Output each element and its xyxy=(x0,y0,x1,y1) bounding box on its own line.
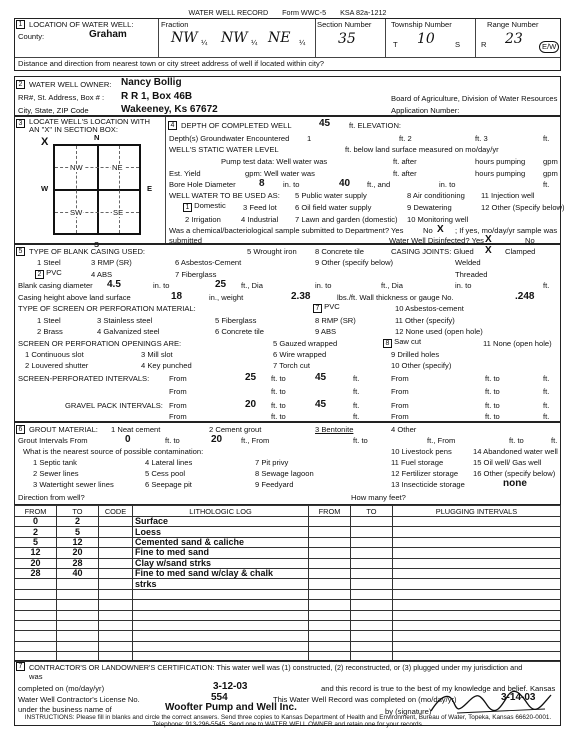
log-cell-litho[interactable]: Surface xyxy=(133,517,309,527)
log-cell-to[interactable] xyxy=(57,631,99,641)
log-cell-code[interactable] xyxy=(99,548,133,558)
log-cell-pto[interactable] xyxy=(351,600,393,610)
log-cell-pto[interactable] xyxy=(351,631,393,641)
log-cell-from[interactable]: 5 xyxy=(15,537,57,547)
section-number-label: Section Number xyxy=(317,20,372,29)
log-cell-code[interactable] xyxy=(99,537,133,547)
log-cell-from[interactable] xyxy=(15,631,57,641)
application-number-label: Application Number: xyxy=(391,106,460,115)
gravel-pack-from[interactable]: 20 xyxy=(245,399,257,410)
location-label: LOCATION OF WATER WELL: xyxy=(29,20,134,29)
log-cell-code[interactable] xyxy=(99,568,133,578)
grout-interval-to[interactable]: 20 xyxy=(211,434,223,445)
grout-intervals-label: Grout Intervals From xyxy=(18,436,88,445)
log-cell-pto[interactable] xyxy=(351,548,393,558)
bore-diameter[interactable]: 8 xyxy=(259,178,265,189)
log-cell-pto[interactable] xyxy=(351,620,393,630)
grout-interval-from[interactable]: 0 xyxy=(125,434,131,445)
chemical-sample-no-mark[interactable]: X xyxy=(437,224,444,235)
casing-joints-label: CASING JOINTS: Glued xyxy=(391,247,474,256)
section-casing: 5 TYPE OF BLANK CASING USED: 5 Wrought iron 8 Concrete tile CASING JOINTS: Glued X Clamped 1 Steel 3 RMP (SR) 6 Asbestos-Cement 9 Other (specify below) Welded 2 PVC 4 ABS 7 Fiberglass Threaded Blank casing diameter 4.5 in. to 25 ft., Dia in. to ft., Dia in. to ft. Casing height above land surface 18 in., weight 2.38 lbs./ft. Wall thickness or gauge No. .248 TYPE OF SCREEN OR PERFORATION MATERIAL: 7 PVC 10 Asbestos-cement 1 Steel 3 Stainless steel 5 Fiberglass 8 RMP (SR) 11 Other (specify) 2 Brass 4 Galvanized steel 6 Concrete tile 9 ABS 12 None used (open hole) SCREEN OR PERFORATION OPENINGS ARE: 5 Gauzed wrapped 8 Saw cut 11 None (open hole) 1 Continuous slot 3 Mill slot 6 Wire wrapped 9 Drilled holes 2 Louvered shutter 4 Key punched 7 Torch cut 10 Other (specify) SCREEN-PERFORATED INTERVALS: From 25 ft. to 45 ft. From ft. to ft. From ft. to ft. From ft. to ft. GRAVEL PACK INTERVALS: From 20 ft. to 45 ft. From ft. to ft. From ft. to ft. From ft. to ft. xyxy=(14,244,561,422)
table-row xyxy=(15,610,561,620)
log-cell-plug[interactable] xyxy=(393,600,561,610)
log-cell-plug[interactable] xyxy=(393,537,561,547)
bore-label: Bore Hole Diameter xyxy=(169,180,236,189)
log-cell-from[interactable]: 28 xyxy=(15,568,57,578)
log-cell-from[interactable]: 12 xyxy=(15,548,57,558)
use-label: WELL WATER TO BE USED AS: xyxy=(169,191,280,200)
township-label: Township Number xyxy=(391,20,452,29)
casing-height[interactable]: 18 xyxy=(171,291,183,302)
section-certification: 7 CONTRACTOR'S OR LANDOWNER'S CERTIFICATION: This water well was (1) constructed, (2) reconstructed, or (3) plugged under my jurisdiction and was completed on (mo/day/yr) 3-12-03 and this record is true to the best of my knowledge and belief. Kansas Water Well Contractor's License No. 554 This Water Well Record was completed on (mo/day/yr) 3-14-03 under the business name of Woofter Pump and Well Inc. by (signature) INSTRUCTIONS: Please fill in blanks and circle the correct answers. Send three copies to Kansas Department of Health and Environment, Bureau of Water, Topeka, Kansas 66620-0001. Telephone: 913-296-5545. Send one to WATER WELL OWNER and retain one for your records. xyxy=(14,660,561,726)
log-cell-pfrom[interactable] xyxy=(309,589,351,599)
casing-height-label: Casing height above land surface xyxy=(18,293,131,302)
log-cell-pto[interactable] xyxy=(351,517,393,527)
certification-text: CONTRACTOR'S OR LANDOWNER'S CERTIFICATION: This water well was (1) constructed, (2) reconstructed, or (3) plugged under my jurisdiction and xyxy=(29,663,523,672)
instructions: INSTRUCTIONS: Please fill in blanks and circle the correct answers. Send three copies to Kansas Department of Health and Environment, Bureau of Water, Topeka, Kansas 66620-0001. Telephone: 913-296-5545. Send one to WATER WELL OWNER and retain one for your records. xyxy=(24,714,552,728)
gravel-pack-to[interactable]: 45 xyxy=(315,399,327,410)
log-cell-litho[interactable] xyxy=(133,600,309,610)
log-cell-pfrom[interactable] xyxy=(309,641,351,651)
section-box-grid[interactable]: NW NE SW SE xyxy=(53,144,141,235)
groundwater-label: Depth(s) Groundwater Encountered xyxy=(169,134,290,143)
pump-test-label: Pump test data: Well water was xyxy=(221,157,328,166)
log-cell-pto[interactable] xyxy=(351,579,393,589)
log-cell-code[interactable] xyxy=(99,579,133,589)
col-from: FROM xyxy=(15,506,57,517)
log-cell-from[interactable] xyxy=(15,579,57,589)
log-cell-litho[interactable] xyxy=(133,589,309,599)
log-cell-plug[interactable] xyxy=(393,641,561,651)
col-plugging-intervals: PLUGGING INTERVALS xyxy=(393,506,561,517)
grout-bentonite-selected[interactable]: 3 Bentonite xyxy=(315,425,354,434)
completed-label: completed on (mo/day/yr) xyxy=(18,684,105,693)
section-number-value[interactable]: 35 xyxy=(338,31,356,47)
owner-city[interactable]: Wakeeney, Ks 67672 xyxy=(121,104,218,115)
log-cell-plug[interactable] xyxy=(393,568,561,578)
section-grout: 6 GROUT MATERIAL: 1 Neat cement 2 Cement grout 3 Bentonite 4 Other Grout Intervals From 0 ft. to 20 ft., From ft. to ft., From ft. to ft. What is the nearest source of possible contamination: 10 Livestock pens 14 Abandoned water well 1 Septic tank 4 Lateral lines 7 Pit privy 11 Fuel storage 15 Oil well/ Gas well 2 Sewer lines 5 Cess pool 8 Sewage lagoon 12 Fertilizer storage 16 Other (specify below) 3 Watertight sewer lines 6 Seepage pit 9 Feedyard 13 Insecticide storage none Direction from well? How many feet? xyxy=(14,422,561,505)
table-row xyxy=(15,537,561,547)
screen-interval-from[interactable]: 25 xyxy=(245,372,257,383)
board-label: Board of Agriculture, Division of Water Resources xyxy=(391,94,558,103)
casing-pvc-option[interactable]: 2 PVC xyxy=(35,269,62,279)
depth-value[interactable]: 45 xyxy=(319,118,331,129)
form-statute: KSA 82a-1212 xyxy=(340,8,387,17)
log-cell-pfrom[interactable] xyxy=(309,610,351,620)
log-cell-code[interactable] xyxy=(99,558,133,568)
log-cell-to[interactable]: 28 xyxy=(57,558,99,568)
log-cell-to[interactable]: 12 xyxy=(57,537,99,547)
log-cell-to[interactable] xyxy=(57,641,99,651)
log-cell-litho[interactable] xyxy=(133,641,309,651)
distance-label: Distance and direction from nearest town or city street address of well if located within city? xyxy=(18,59,324,68)
log-cell-from[interactable] xyxy=(15,641,57,651)
owner-address[interactable]: R R 1, Box 46B xyxy=(121,91,193,102)
log-cell-litho[interactable] xyxy=(133,631,309,641)
table-row xyxy=(15,527,561,537)
log-cell-code[interactable] xyxy=(99,641,133,651)
form-number: Form WWC-5 xyxy=(282,8,327,17)
chemical-sample-question: Was a chemical/bacteriological sample submitted to Department? Yes xyxy=(169,226,404,235)
log-cell-from[interactable]: 0 xyxy=(15,517,57,527)
table-row xyxy=(15,631,561,641)
owner-label: WATER WELL OWNER: xyxy=(29,80,112,89)
depth-label: DEPTH OF COMPLETED WELL xyxy=(181,121,292,130)
locate-label-1: LOCATE WELL'S LOCATION WITH xyxy=(29,117,150,126)
signature-scribble xyxy=(427,687,557,717)
log-cell-from[interactable]: 20 xyxy=(15,558,57,568)
log-cell-litho[interactable]: Loess xyxy=(133,527,309,537)
col-plug-from: FROM xyxy=(309,506,351,517)
table-row xyxy=(15,548,561,558)
log-cell-plug[interactable] xyxy=(393,610,561,620)
log-cell-code[interactable] xyxy=(99,589,133,599)
range-ew[interactable]: E/W xyxy=(539,41,559,53)
direction-label: Direction from well? xyxy=(18,493,85,502)
section-location: 1 LOCATION OF WATER WELL: County: Graham Fraction NW ¼ NW ¼ NE ¼ Section Number 35 Township Number T 10 S Range Number R 23 E/W Distance and direction from nearest town or city street address of well if located within city? xyxy=(14,18,561,71)
log-cell-pto[interactable] xyxy=(351,558,393,568)
log-cell-litho[interactable]: strks xyxy=(133,579,309,589)
log-cell-plug[interactable] xyxy=(393,631,561,641)
log-cell-pfrom[interactable] xyxy=(309,620,351,630)
openings-label: SCREEN OR PERFORATION OPENINGS ARE: xyxy=(18,339,182,348)
log-cell-plug[interactable] xyxy=(393,579,561,589)
log-cell-to[interactable]: 40 xyxy=(57,568,99,578)
log-cell-pfrom[interactable] xyxy=(309,527,351,537)
log-cell-to[interactable] xyxy=(57,600,99,610)
table-row xyxy=(15,620,561,630)
log-cell-from[interactable] xyxy=(15,589,57,599)
casing-glued-mark[interactable]: X xyxy=(485,245,492,256)
col-lithologic-log: LITHOLOGIC LOG xyxy=(133,506,309,517)
use-domestic-option[interactable]: 1 Domestic xyxy=(183,202,226,212)
table-row xyxy=(15,579,561,589)
completed-date[interactable]: 3-12-03 xyxy=(213,681,248,692)
screen-material-label: TYPE OF SCREEN OR PERFORATION MATERIAL: xyxy=(18,304,196,313)
log-cell-plug[interactable] xyxy=(393,558,561,568)
log-cell-litho[interactable]: Cemented sand & caliche xyxy=(133,537,309,547)
business-label: under the business name of xyxy=(18,705,112,714)
city-label: City, State, ZIP Code xyxy=(18,106,89,115)
contamination-question: What is the nearest source of possible contamination: xyxy=(23,447,204,456)
static-level-label: WELL'S STATIC WATER LEVEL xyxy=(169,145,279,154)
log-cell-litho[interactable]: Clay w/sand strks xyxy=(133,558,309,568)
table-row xyxy=(15,517,561,527)
address-label: RR#, St. Address, Box # : xyxy=(18,93,105,102)
log-cell-plug[interactable] xyxy=(393,548,561,558)
log-body xyxy=(15,517,561,662)
casing-diameter-label: Blank casing diameter xyxy=(18,281,93,290)
fraction-q3[interactable]: NE xyxy=(268,30,291,46)
log-cell-to[interactable] xyxy=(57,610,99,620)
log-cell-litho[interactable] xyxy=(133,610,309,620)
gravel-pack-label: GRAVEL PACK INTERVALS: xyxy=(65,401,163,410)
log-cell-code[interactable] xyxy=(99,620,133,630)
log-header-row xyxy=(15,506,561,517)
log-cell-pto[interactable] xyxy=(351,610,393,620)
log-cell-code[interactable] xyxy=(99,527,133,537)
log-cell-from[interactable]: 2 xyxy=(15,527,57,537)
table-row xyxy=(15,600,561,610)
log-cell-pfrom[interactable] xyxy=(309,558,351,568)
log-cell-from[interactable] xyxy=(15,610,57,620)
log-cell-litho[interactable]: Fine to med sand xyxy=(133,548,309,558)
section-owner: 2 WATER WELL OWNER: Nancy Bollig RR#, St. Address, Box # : R R 1, Box 46B City, State, ZIP Code Wakeeney, Ks 67672 Board of Agriculture, Division of Water Resources Application Number: xyxy=(14,76,561,116)
how-many-feet-label: How many feet? xyxy=(351,493,406,502)
owner-name[interactable]: Nancy Bollig xyxy=(121,77,182,88)
well-location-x[interactable]: X xyxy=(41,136,49,148)
table-row xyxy=(15,589,561,599)
log-cell-to[interactable] xyxy=(57,620,99,630)
log-cell-to[interactable] xyxy=(57,579,99,589)
license-number[interactable]: 554 xyxy=(211,692,228,703)
form-title: WATER WELL RECORD xyxy=(188,8,269,17)
locate-label-2: AN "X" IN SECTION BOX: xyxy=(29,125,118,134)
log-cell-pto[interactable] xyxy=(351,537,393,547)
col-code: CODE xyxy=(99,506,133,517)
table-row xyxy=(15,641,561,651)
section-locate-and-depth: 3 LOCATE WELL'S LOCATION WITH AN "X" IN SECTION BOX: X N S W E NW NE SW SE 4 DEPTH OF COMPLETED WELL 45 ft. ELEVATION: Depth(s) Groundwater Encountered 1 ft. 2 ft. 3 ft. WELL'S STATIC WATER LEVEL ft. below land surface measured on mo/day/yr Pump test data: Well water was ft. after hours pumping gpm Est. Yield gpm: Well water was ft. after hours pumping gpm Bore Hole Diameter 8 in. to 40 ft., and in. to ft. WELL WATER TO BE USED AS: 5 Public water supply 8 Air conditioning 11 Injection well 1 Domestic 3 Feed lot 6 Oil field water supply 9 Dewatering 12 Other (Specify below) 2 Irrigation 4 Industrial 7 Lawn and garden (domestic) 10 Monitoring well Was a chemical/bacteriological sample submitted to Department? Yes No X ; If yes, mo/day/yr sample was submitted Water Well Disinfected? Yes X No xyxy=(14,116,561,244)
log-cell-litho[interactable]: Fine to med sand w/clay & chalk xyxy=(133,568,309,578)
log-cell-litho[interactable] xyxy=(133,620,309,630)
range-value[interactable]: 23 xyxy=(505,31,523,47)
log-cell-plug[interactable] xyxy=(393,620,561,630)
log-cell-to[interactable]: 20 xyxy=(57,548,99,558)
county-value[interactable]: Graham xyxy=(89,29,127,40)
log-cell-code[interactable] xyxy=(99,600,133,610)
log-cell-pto[interactable] xyxy=(351,527,393,537)
casing-type-label: TYPE OF BLANK CASING USED: xyxy=(29,247,146,256)
log-cell-to[interactable]: 2 xyxy=(57,517,99,527)
disinfected-question: Water Well Disinfected? Yes xyxy=(389,236,484,245)
bore-depth[interactable]: 40 xyxy=(339,178,351,189)
fraction-label: Fraction xyxy=(161,20,189,29)
lithologic-log-table xyxy=(14,505,561,662)
log-cell-pfrom[interactable] xyxy=(309,568,351,578)
yield-label: Est. Yield xyxy=(169,169,201,178)
table-row xyxy=(15,568,561,578)
log-cell-pto[interactable] xyxy=(351,641,393,651)
log-cell-to[interactable]: 5 xyxy=(57,527,99,537)
casing-diameter[interactable]: 4.5 xyxy=(107,279,121,290)
county-label: County: xyxy=(18,32,45,41)
disinfected-yes-mark[interactable]: X xyxy=(485,234,492,245)
casing-depth[interactable]: 25 xyxy=(215,279,227,290)
log-cell-plug[interactable] xyxy=(393,517,561,527)
log-cell-from[interactable] xyxy=(15,620,57,630)
log-cell-code[interactable] xyxy=(99,631,133,641)
log-cell-pfrom[interactable] xyxy=(309,600,351,610)
casing-weight[interactable]: 2.38 xyxy=(291,291,311,302)
opening-saw-cut-option[interactable]: 8 Saw cut xyxy=(383,338,421,348)
section-number-1: 1 xyxy=(16,20,25,29)
range-label: Range Number xyxy=(487,20,539,29)
log-cell-pfrom[interactable] xyxy=(309,517,351,527)
log-cell-plug[interactable] xyxy=(393,589,561,599)
signature-label: by (signature) xyxy=(385,707,432,716)
license-label: Water Well Contractor's License No. xyxy=(18,695,140,704)
casing-wall-thickness[interactable]: .248 xyxy=(515,291,535,302)
col-plug-to: TO xyxy=(351,506,393,517)
log-cell-plug[interactable] xyxy=(393,527,561,537)
log-cell-code[interactable] xyxy=(99,610,133,620)
log-cell-code[interactable] xyxy=(99,517,133,527)
log-cell-pfrom[interactable] xyxy=(309,537,351,547)
township-value[interactable]: 10 xyxy=(417,31,435,47)
log-cell-pfrom[interactable] xyxy=(309,631,351,641)
record-date[interactable]: 3-14-03 xyxy=(501,692,536,703)
log-cell-pto[interactable] xyxy=(351,589,393,599)
screen-intervals-label: SCREEN-PERFORATED INTERVALS: xyxy=(18,374,150,383)
grout-material-label: GROUT MATERIAL: xyxy=(29,425,98,434)
log-cell-pfrom[interactable] xyxy=(309,548,351,558)
log-cell-to[interactable] xyxy=(57,589,99,599)
business-name[interactable]: Woofter Pump and Well Inc. xyxy=(165,702,297,713)
log-cell-pfrom[interactable] xyxy=(309,579,351,589)
log-cell-from[interactable] xyxy=(15,600,57,610)
fraction-q1[interactable]: NW xyxy=(171,30,198,46)
form-header xyxy=(14,8,561,18)
fraction-q2[interactable]: NW xyxy=(221,30,248,46)
screen-pvc-option[interactable]: 7 PVC xyxy=(313,303,340,313)
screen-interval-to[interactable]: 45 xyxy=(315,372,327,383)
contamination-none[interactable]: none xyxy=(503,478,527,489)
log-cell-pto[interactable] xyxy=(351,568,393,578)
table-row xyxy=(15,558,561,568)
col-to: TO xyxy=(57,506,99,517)
water-well-record-form xyxy=(14,8,565,728)
